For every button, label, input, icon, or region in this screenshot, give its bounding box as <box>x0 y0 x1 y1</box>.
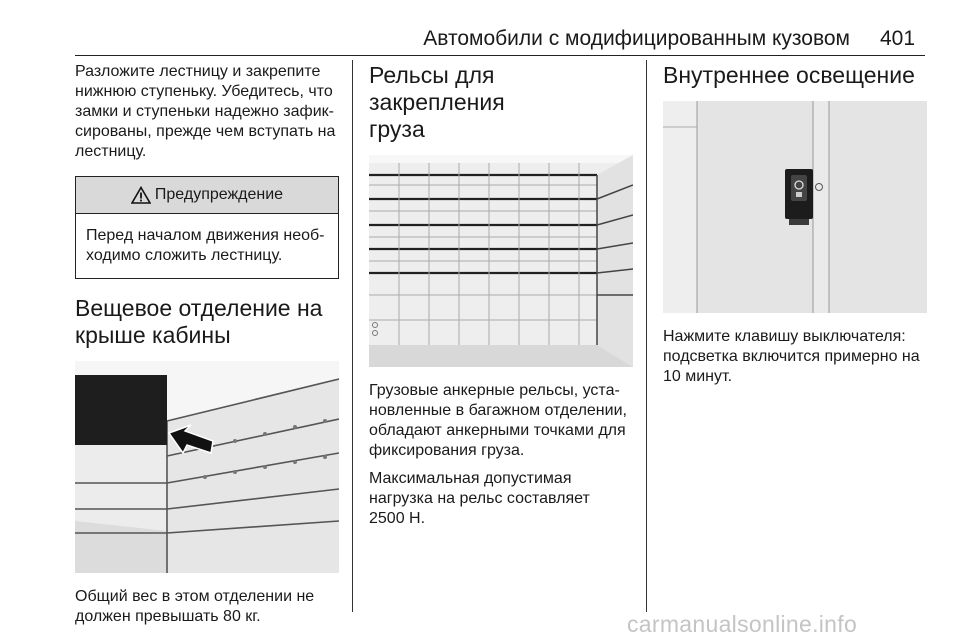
interior-light-illustration <box>663 101 927 313</box>
section-heading-interior-lighting: Внутреннее освещение <box>663 62 915 88</box>
footer-watermark: carmanualsonline.info <box>627 611 858 637</box>
running-header-title: Автомобили с модифицированным кузовом <box>423 27 850 50</box>
roof-compartment-illustration <box>75 361 339 573</box>
warning-title: Предупреждение <box>154 186 284 203</box>
cargo-rails-max-load: Максимальная допустимая нагрузка на рельс составляет 2500 Н. <box>369 470 590 527</box>
warning-header <box>76 177 338 214</box>
page-number: 401 <box>880 27 916 50</box>
section-heading-roof-compartment: Вещевое отделение на крыше кабины <box>75 295 323 348</box>
column-divider <box>646 60 647 612</box>
roof-compartment-caption: Общий вес в этом отделении не должен превышать 80 кг. <box>75 588 315 625</box>
column-3 <box>663 62 927 387</box>
cargo-rails-illustration <box>369 155 633 367</box>
ladder-instructions: Разложите лестницу и закрепите нижнюю ступеньку. Убедитесь, что замки и ступеньки надежно зафик- сированы, прежде чем вступать на лестницу. <box>75 63 336 160</box>
cargo-rails-description: Грузовые анкерные рельсы, уста- новленные в багажном отделении, обладают анкерными точками для фиксирования груза. <box>369 382 627 459</box>
light-switch-icon <box>785 169 813 225</box>
header-rule <box>75 55 925 56</box>
column-2 <box>369 62 633 529</box>
column-1 <box>75 62 339 627</box>
warning-box <box>75 176 339 279</box>
section-heading-cargo-rails: Рельсы для закрепления груза <box>369 62 505 142</box>
interior-lighting-instructions: Нажмите клавишу выключателя: подсветка включится примерно на 10 минут. <box>663 328 920 385</box>
warning-text: Перед началом движения необ- ходимо сложить лестницу. <box>86 227 325 264</box>
warning-triangle-icon <box>131 186 151 204</box>
column-divider <box>352 60 353 612</box>
